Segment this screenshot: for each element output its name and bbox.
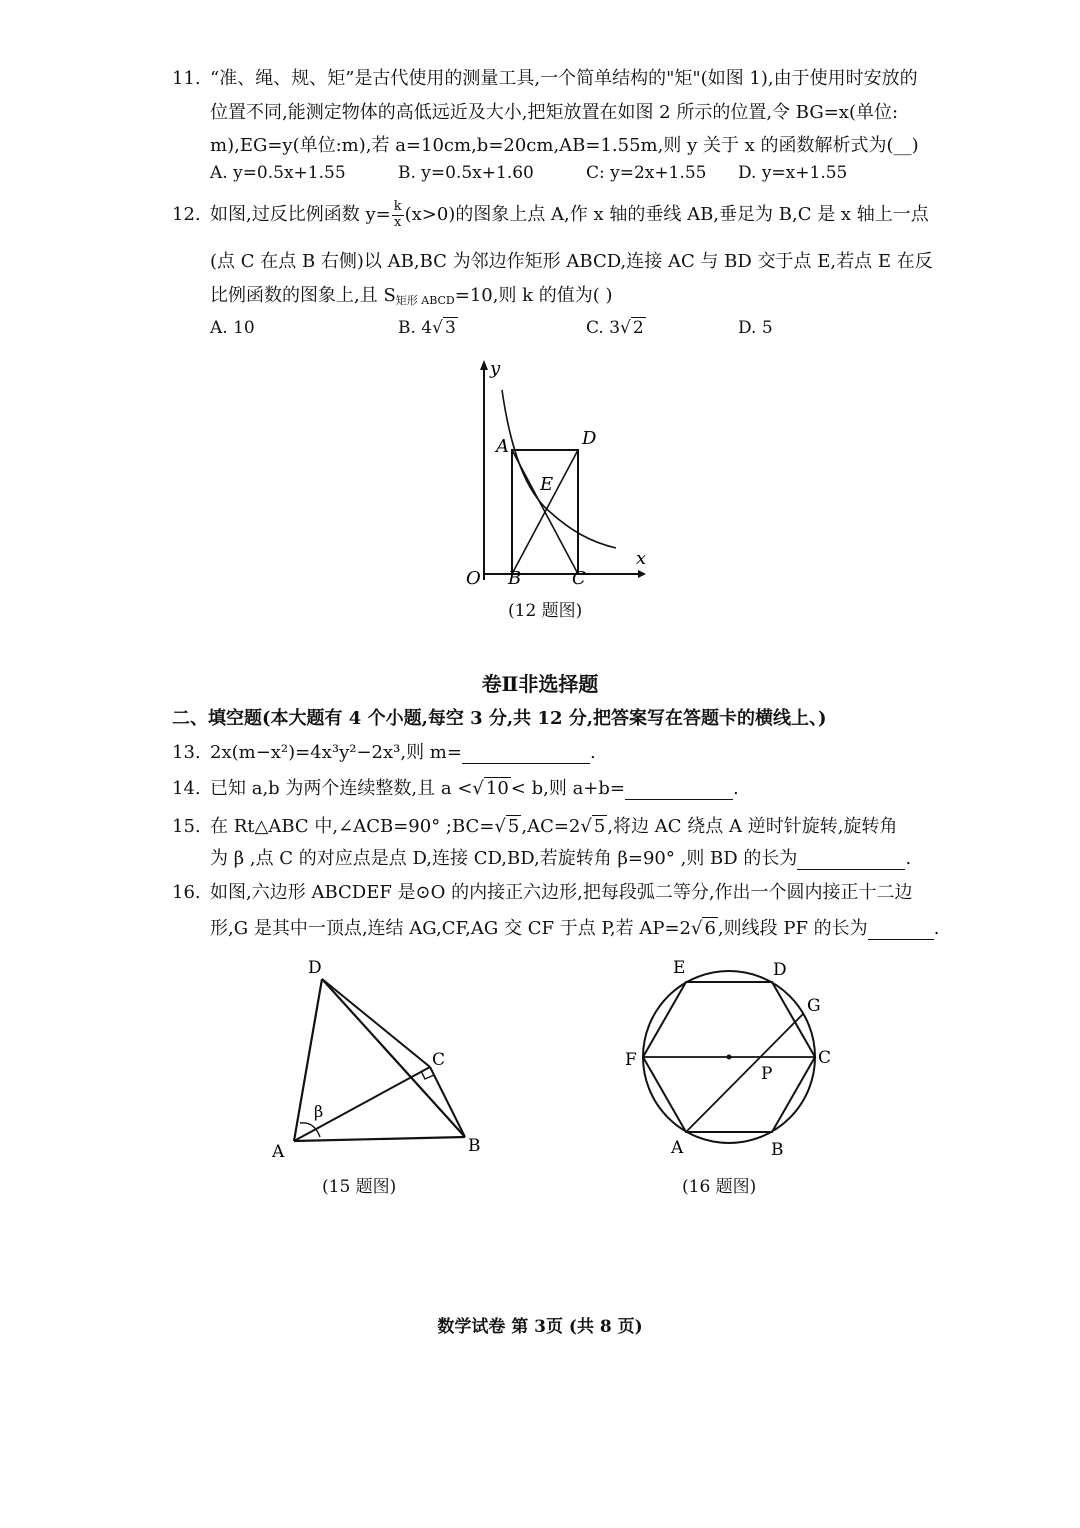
q12-label-a: A (496, 436, 509, 457)
q14-radicand: 10 (485, 778, 509, 799)
q12-option-c-label: C. 3 (586, 318, 621, 338)
q11-line1 (172, 64, 918, 90)
q16-label-g: G (807, 996, 821, 1016)
q15-text-1c: ,将边 AC 绕点 A 逆时针旋转,旋转角 (607, 816, 898, 837)
q12-x-arrow (638, 570, 646, 578)
q15-answer-blank[interactable] (797, 848, 905, 870)
q12-option-b-sqrt: √ 3 (432, 318, 456, 338)
q12-fraction (392, 200, 404, 230)
q11-line3: m),EG=y(单位:m),若 a=10cm,b=20cm,AB=1.55m,则 y 关于 x 的函数解析式为(__) (210, 135, 919, 156)
q12-line3 (172, 281, 613, 308)
q16-text-2a: 形,G 是其中一顶点,连结 AG,CF,AG 交 CF 于点 P,若 AP=2 (210, 918, 691, 939)
q16-text-1: 如图,六边形 ABCDEF 是⊙O 的内接正六边形,把每段弧二等分,作出一个圆内接正十二边 (210, 882, 913, 903)
page-footer: 数学试卷 第 3页 (共 8 页) (437, 1317, 643, 1337)
q15-radicand-1: 5 (507, 816, 520, 837)
q16-figure (615, 955, 845, 1165)
q16-sqrt: √ 6 (690, 918, 716, 939)
q16-radicand: 6 (704, 918, 716, 939)
q16-caption: (16 题图) (682, 1177, 757, 1197)
q11-option-d: D. y=x+1.55 (738, 163, 848, 183)
q11-text-1: “准、绳、规、矩”是古代使用的测量工具,一个简单结构的"矩"(如图 1),由于使用时安放的 (210, 68, 918, 89)
q13-text: 2x(m−x²)=4x³y²−2x³,则 m= (210, 742, 462, 763)
q12-option-a: A. 10 (210, 318, 255, 338)
q12-text-3b: =10,则 k 的值为( ) (454, 285, 613, 306)
q16-segment-ag (686, 1014, 803, 1132)
q12-line2: (点 C 在点 B 右侧)以 AB,BC 为邻边作矩形 ABCD,连接 AC 与 BD 交于点 E,若点 E 在反 (210, 251, 933, 272)
q14-sqrt: √ 10 (472, 778, 509, 799)
q12-hyperbola (502, 390, 616, 548)
q15-line2 (172, 844, 911, 870)
q14-end: . (732, 778, 739, 799)
q16-end: . (933, 918, 940, 939)
q12-frac-den: x (393, 214, 402, 230)
q16-label-e: E (673, 958, 686, 978)
q15-label-a: A (272, 1142, 285, 1162)
q12-label-b: B (508, 568, 522, 589)
q16-label-c: C (818, 1048, 832, 1068)
q12-line1 (172, 200, 929, 230)
q15-side-ab (294, 1137, 465, 1141)
q12-y-arrow (480, 360, 488, 370)
q15-figure (260, 955, 500, 1165)
q14-number: 14. (172, 778, 201, 799)
q12-label-o: O (466, 568, 481, 589)
part2-title: 卷Ⅱ非选择题 (481, 672, 599, 696)
q11-option-b: B. y=0.5x+1.60 (398, 163, 534, 183)
q16-center-o (727, 1055, 732, 1060)
q12-label-e: E (540, 474, 554, 495)
q12-option-d: D. 5 (738, 318, 773, 338)
q14-answer-blank[interactable] (625, 778, 733, 800)
q16-label-b: B (771, 1140, 784, 1160)
q13-line (172, 738, 596, 764)
q11-option-a: A. y=0.5x+1.55 (210, 163, 346, 183)
q15-side-dc (322, 979, 430, 1067)
q14-line (172, 774, 739, 800)
q11-number: 11. (172, 68, 201, 89)
q13-end: . (589, 742, 596, 763)
q15-label-b: B (468, 1136, 481, 1156)
q13-number: 13. (172, 742, 201, 763)
q12-label-y: y (490, 358, 501, 379)
q12-option-c (586, 318, 646, 338)
q12-frac-num: k (393, 199, 402, 215)
q16-label-a: A (671, 1138, 684, 1158)
q12-caption: (12 题图) (508, 601, 583, 621)
q15-number: 15. (172, 816, 201, 837)
q12-text-1b: (x>0)的图象上点 A,作 x 轴的垂线 AB,垂足为 B,C 是 x 轴上一点 (404, 204, 929, 225)
q15-sqrt-2: √ 5 (580, 816, 606, 837)
q15-label-c: C (432, 1050, 446, 1070)
q15-text-1a: 在 Rt△ABC 中,∠ACB=90° ;BC= (210, 816, 495, 837)
q12-label-x: x (636, 548, 647, 569)
q15-caption: (15 题图) (322, 1177, 397, 1197)
q12-option-b-label: B. 4 (398, 318, 433, 338)
q14-text-pre: 已知 a,b 为两个连续整数,且 a < (210, 778, 473, 799)
q16-text-2b: ,则线段 PF 的长为 (717, 918, 868, 939)
q12-number: 12. (172, 204, 201, 225)
q12-figure (440, 352, 670, 592)
q16-label-d: D (773, 960, 787, 980)
q16-label-f: F (625, 1050, 637, 1070)
q15-radicand-2: 5 (593, 816, 606, 837)
q15-line1 (172, 812, 897, 838)
q12-text-3a: 比例函数的图象上,且 S (210, 285, 396, 306)
q15-label-d: D (308, 958, 322, 978)
q12-label-c: C (572, 568, 586, 589)
q16-number: 16. (172, 882, 201, 903)
section2-heading: 二、填空题(本大题有 4 个小题,每空 3 分,共 12 分,把答案写在答题卡的横线上、) (172, 708, 827, 729)
q15-text-1b: ,AC=2 (521, 816, 581, 837)
q14-text-post: < b,则 a+b= (510, 778, 625, 799)
q15-side-cb (430, 1067, 465, 1137)
q16-line2 (172, 914, 939, 940)
q12-option-c-radicand: 2 (632, 318, 644, 338)
q16-line1 (172, 878, 913, 904)
q15-sqrt-1: √ 5 (494, 816, 520, 837)
q12-label-d: D (582, 428, 597, 449)
q12-option-b (398, 318, 458, 338)
q13-answer-blank[interactable] (462, 742, 590, 764)
q11-option-c: C: y=2x+1.55 (586, 163, 707, 183)
q15-label-beta: β (314, 1102, 324, 1121)
q16-label-p: P (761, 1064, 773, 1084)
q11-line2: 位置不同,能测定物体的高低远近及大小,把矩放置在如图 2 所示的位置,令 BG=x(单位: (210, 102, 899, 123)
q12-text-1a: 如图,过反比例函数 y= (210, 204, 391, 225)
q15-angle-arc (300, 1123, 320, 1137)
q16-answer-blank[interactable] (868, 918, 934, 940)
q12-option-b-radicand: 3 (444, 318, 456, 338)
q15-end: . (905, 848, 912, 869)
q12-subscript: 矩形 ABCD (395, 294, 455, 307)
q12-option-c-sqrt: √ 2 (620, 318, 644, 338)
q15-text-2: 为 β ,点 C 的对应点是点 D,连接 CD,BD,若旋转角 β=90° ,则 BD 的长为 (210, 848, 798, 869)
